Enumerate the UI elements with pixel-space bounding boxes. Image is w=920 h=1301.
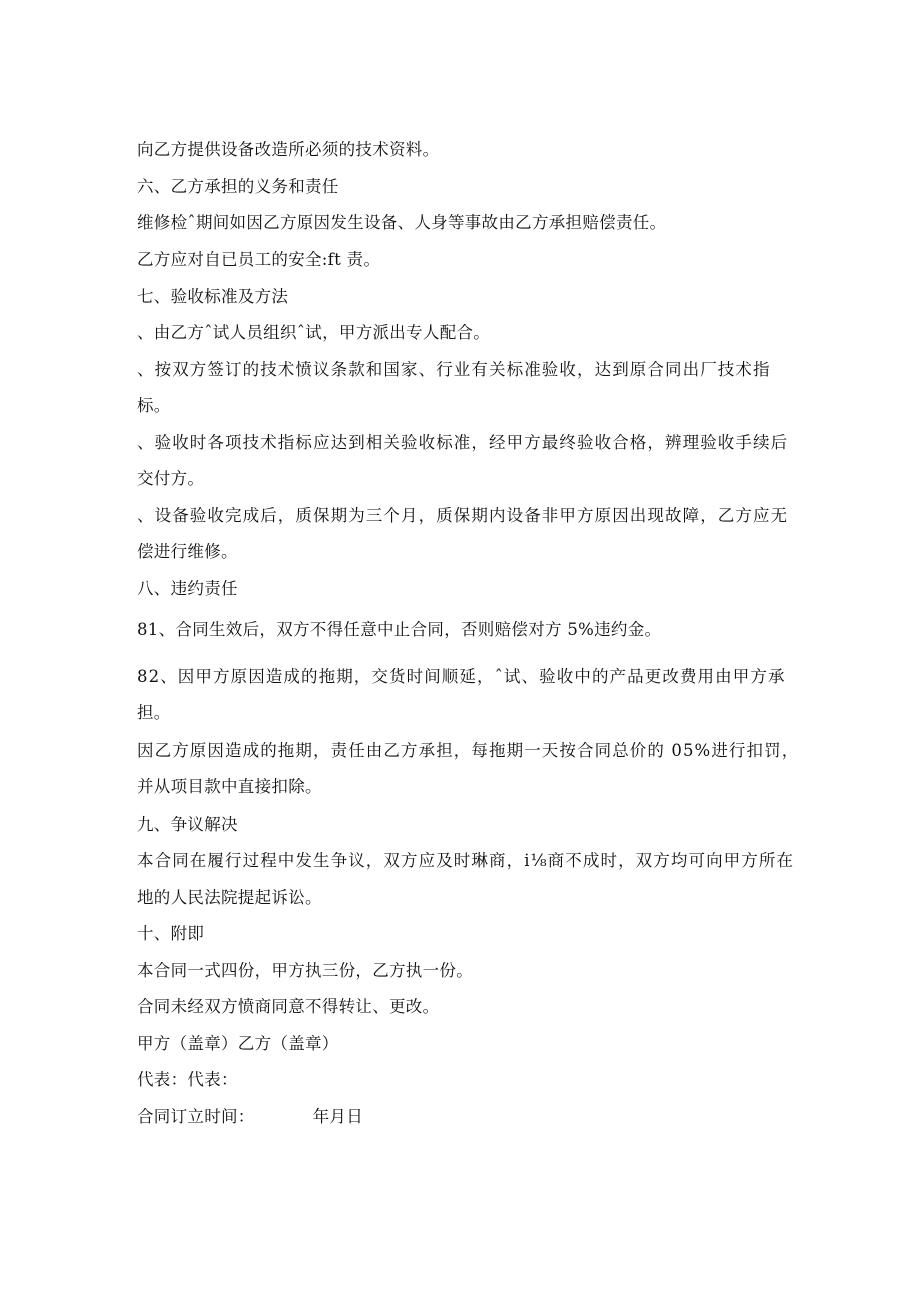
text-line: 81、合同生效后，双方不得任意中止合同，否则赔偿对方 5%违约金。: [137, 620, 662, 639]
signing-date-label: 合同订立时间：: [137, 1107, 255, 1126]
text-line: 本合同在履行过程中发生争议，双方应及时琳商，i⅛商不成时，双方均可向甲方所在: [137, 851, 795, 870]
section-heading: 十、附即: [137, 924, 205, 943]
signature-parties: 甲方（盖章）乙方（盖章）: [137, 1034, 339, 1053]
section-heading: 七、验收标准及方法: [137, 287, 289, 306]
text-line: 地的人民法院提起诉讼。: [137, 888, 322, 907]
section-heading: 九、争议解决: [137, 815, 238, 834]
text-line: 82、因甲方原因造成的拖期，交货时间顺延，ˆ试、验收中的产品更改费用由甲方承: [137, 667, 786, 686]
text-line: 偿进行维修。: [137, 542, 238, 561]
text-line: 维修检ˆ期间如因乙方原因发生设备、人身等事故由乙方承担赔偿责任。: [137, 213, 667, 232]
section-heading: 六、乙方承担的义务和责任: [137, 177, 339, 196]
text-line: 、验收时各项技术指标应达到相关验收标准，经甲方最终验收合格，辨理验收手续后: [137, 433, 789, 452]
text-line: 标。: [137, 396, 171, 415]
signing-date-line: [137, 1107, 363, 1127]
text-line: 交付方。: [137, 469, 205, 488]
text-line: 合同未经双方愤商同意不得转让、更改。: [137, 997, 440, 1016]
text-line: 本合同一式四份，甲方执三份，乙方执一份。: [137, 961, 473, 980]
text-line: 向乙方提供设备改造所必须的技术资料。: [137, 140, 440, 159]
signing-date-value: 年月日: [312, 1107, 364, 1126]
section-heading: 八、违约责任: [137, 579, 238, 598]
representatives: 代表：代表：: [137, 1070, 238, 1089]
text-line: 并从项目款中直接扣除。: [137, 777, 322, 796]
text-line: 、按双方签订的技术愤议条款和国家、行业有关标准验收，达到原合同出厂技术指: [137, 360, 771, 379]
text-line: 、设备验收完成后，质保期为三个月，质保期内设备非甲方原因出现故障，乙方应无: [137, 506, 789, 525]
text-line: 、由乙方ˆ试人员组织ˆ试，甲方派出专人配合。: [137, 323, 491, 342]
text-line: 因乙方原因造成的拖期，责任由乙方承担，每拖期一天按合同总价的 05%进行扣罚，: [137, 741, 800, 760]
text-line: 担。: [137, 703, 171, 722]
text-line: 乙方应对自已员工的安全:ft 责。: [137, 250, 381, 269]
